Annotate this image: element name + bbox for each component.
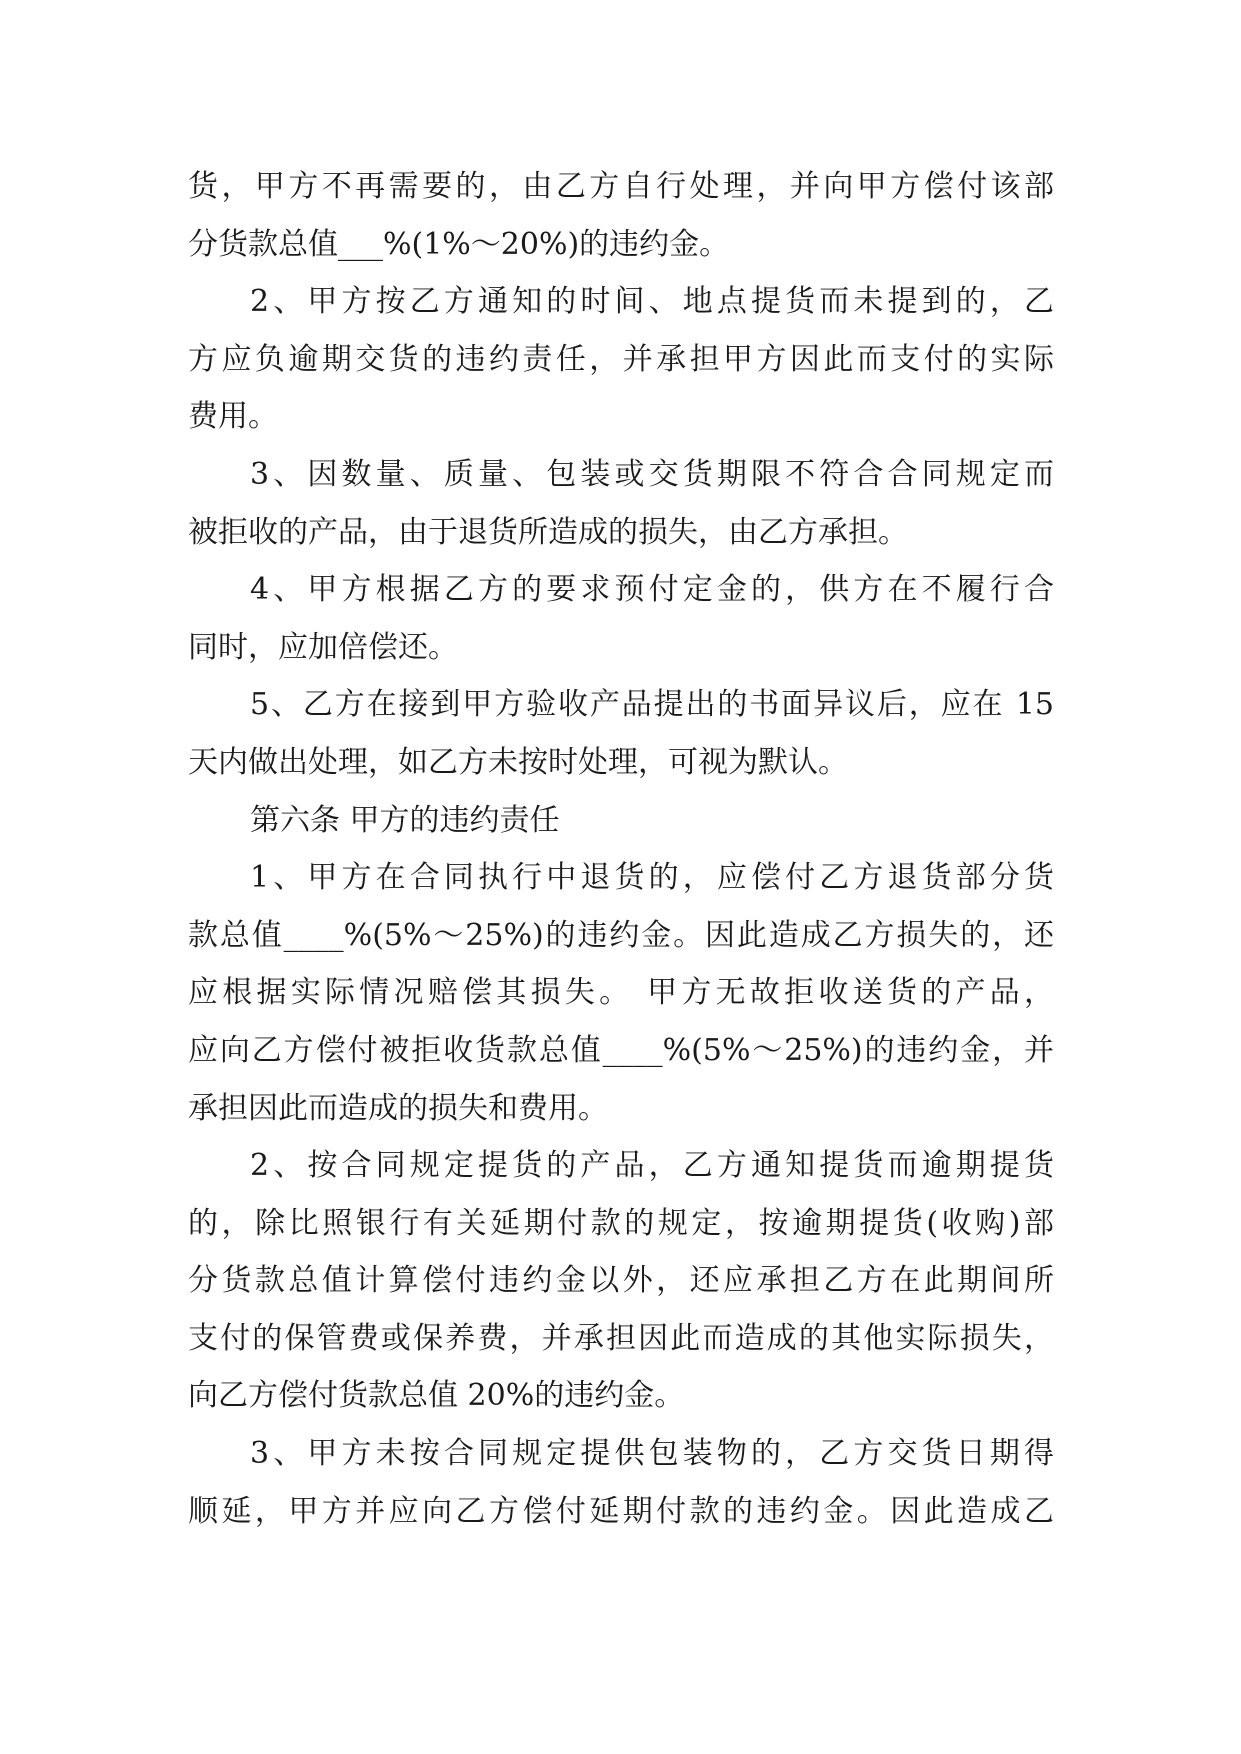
text-line: 分货款总值计算偿付违约金以外，还应承担乙方在此期间所 bbox=[188, 1263, 1054, 1299]
text-line: 1、甲方在合同执行中退货的，应偿付乙方退货部分货 bbox=[250, 860, 1054, 896]
text-line: 方应负逾期交货的违约责任，并承担甲方因此而支付的实际 bbox=[188, 341, 1054, 377]
text-line: 3、甲方未按合同规定提供包装物的，乙方交货日期得 bbox=[250, 1436, 1054, 1472]
text-line: 第六条 甲方的违约责任 bbox=[250, 802, 560, 838]
text-line: 2、按合同规定提货的产品，乙方通知提货而逾期提货 bbox=[250, 1148, 1054, 1184]
text-line: 4、甲方根据乙方的要求预付定金的，供方在不履行合 bbox=[250, 572, 1054, 608]
text-line: 应向乙方偿付被拒收货款总值____%(5%～25%)的违约金，并 bbox=[188, 1032, 1054, 1068]
text-line: 3、因数量、质量、包装或交货期限不符合合同规定而 bbox=[250, 456, 1054, 492]
text-line: 分货款总值___%(1%～20%)的违约金。 bbox=[188, 226, 730, 262]
text-line: 5、乙方在接到甲方验收产品提出的书面异议后，应在 15 bbox=[250, 687, 1054, 723]
text-line: 被拒收的产品，由于退货所造成的损失，由乙方承担。 bbox=[188, 514, 908, 550]
text-line: 同时，应加倍偿还。 bbox=[188, 629, 458, 665]
text-line: 2、甲方按乙方通知的时间、地点提货而未提到的，乙 bbox=[250, 284, 1054, 320]
text-line: 应根据实际情况赔偿其损失。 甲方无故拒收送货的产品， bbox=[188, 975, 1054, 1011]
text-line: 货，甲方不再需要的，由乙方自行处理，并向甲方偿付该部 bbox=[188, 169, 1054, 204]
contract-body-text bbox=[188, 158, 1054, 1540]
text-line: 支付的保管费或保养费，并承担因此而造成的其他实际损失， bbox=[188, 1320, 1054, 1356]
text-line: 款总值____%(5%～25%)的违约金。因此造成乙方损失的，还 bbox=[188, 917, 1054, 953]
text-line: 顺延，甲方并应向乙方偿付延期付款的违约金。因此造成乙 bbox=[188, 1493, 1054, 1529]
text-line: 费用。 bbox=[188, 399, 278, 435]
text-line: 向乙方偿付货款总值 20%的违约金。 bbox=[188, 1378, 685, 1414]
text-line: 承担因此而造成的损失和费用。 bbox=[188, 1090, 608, 1126]
text-line: 的，除比照银行有关延期付款的规定，按逾期提货(收购)部 bbox=[188, 1205, 1054, 1241]
text-line: 天内做出处理，如乙方未按时处理，可视为默认。 bbox=[188, 744, 848, 780]
